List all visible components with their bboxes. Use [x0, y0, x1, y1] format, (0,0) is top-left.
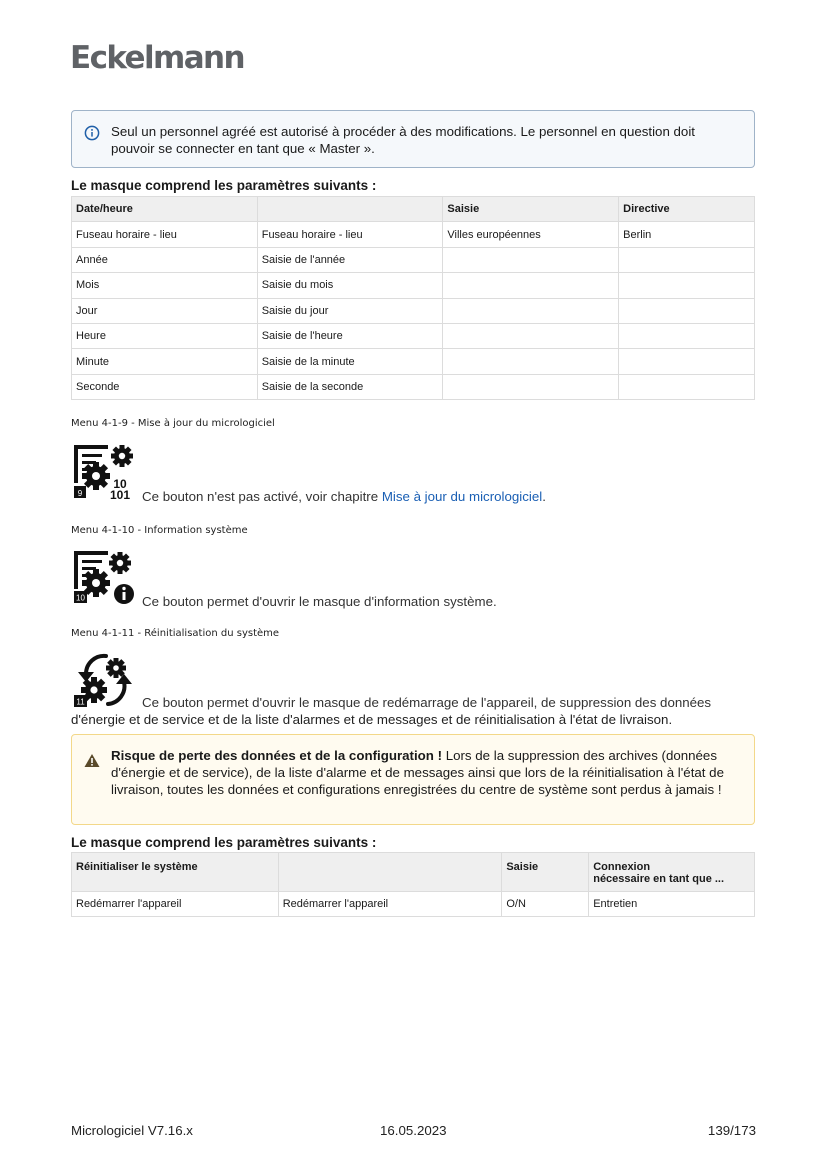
table-cell: Heure [72, 323, 258, 348]
section-title: Le masque comprend les paramètres suivants : [71, 835, 377, 850]
description-text: Ce bouton n'est pas activé, voir chapitre [142, 489, 382, 504]
warning-body: Lors de la suppression des archives (données d'énergie et de service), de la liste d'alarme et de messages ainsi que lors de la réinitialisation à l'état de livraison, toutes les données et configurations enregistrées du centre de système sont perdus à jamais ! [111, 748, 724, 797]
warning-title: Risque de perte des données et de la configuration ! [111, 748, 443, 763]
header-line: nécessaire en tant que ... [593, 873, 725, 885]
menu-badge: 10 [76, 593, 85, 603]
table-cell: Année [72, 247, 258, 272]
table-row [72, 374, 755, 399]
table-header-cell [278, 853, 502, 892]
notice-text: Seul un personnel agréé est autorisé à procéder à des modifications. Le personnel en question doit pouvoir se connecter en tant que « Master ». [111, 124, 695, 156]
table-header-cell: Saisie [502, 853, 589, 892]
table-cell: Berlin [619, 222, 755, 247]
icon-label-top: 10 [113, 477, 127, 491]
table-row [72, 298, 755, 323]
table-header-cell [257, 197, 443, 222]
table-header-cell: Saisie [443, 197, 619, 222]
table-row [72, 323, 755, 348]
table-cell: Mois [72, 273, 258, 298]
table-cell [619, 323, 755, 348]
info-notice [71, 110, 755, 168]
table-cell: Entretien [589, 892, 755, 917]
table-cell [443, 247, 619, 272]
footer-version: Micrologiciel V7.16.x [71, 1123, 193, 1138]
menu-badge: 9 [77, 489, 83, 498]
footer-page-number: 139/173 [707, 1123, 756, 1138]
menu-description: Ce bouton permet d'ouvrir le masque d'information système. [142, 594, 497, 609]
menu-caption: Menu 4-1-11 - Réinitialisation du système [71, 628, 280, 639]
table-cell [443, 273, 619, 298]
menu-description-line2: d'énergie et de service et de la liste d'alarmes et de messages et de réinitialisation à l'état de livraison. [71, 712, 673, 727]
table-cell [443, 323, 619, 348]
table-row [72, 273, 755, 298]
table-header-cell [589, 853, 755, 892]
table-cell: Saisie de la minute [257, 349, 443, 374]
table-cell: Seconde [72, 374, 258, 399]
table-cell: Saisie du mois [257, 273, 443, 298]
section-title: Le masque comprend les paramètres suivants : [71, 178, 377, 193]
table-cell [443, 374, 619, 399]
table-cell: Fuseau horaire - lieu [257, 222, 443, 247]
icon-label-bottom: 101 [109, 488, 131, 499]
table-header-cell: Date/heure [72, 197, 258, 222]
table-header-row [72, 853, 755, 892]
menu-badge: 11 [76, 697, 85, 707]
menu-description [142, 489, 546, 504]
table-cell: Saisie de la seconde [257, 374, 443, 399]
table-cell: Fuseau horaire - lieu [72, 222, 258, 247]
table-cell: O/N [502, 892, 589, 917]
table-cell: Minute [72, 349, 258, 374]
company-logo: Eckelmann [70, 40, 244, 76]
firmware-update-link[interactable]: Mise à jour du micrologiciel [381, 489, 543, 504]
table-header-cell: Réinitialiser le système [72, 853, 279, 892]
table-cell: Redémarrer l'appareil [278, 892, 502, 917]
table-cell [619, 349, 755, 374]
table-cell [619, 247, 755, 272]
table-cell: Jour [72, 298, 258, 323]
table-row [72, 247, 755, 272]
table-cell: Villes européennes [443, 222, 619, 247]
table-cell: Saisie de l'année [257, 247, 443, 272]
system-information-icon [72, 549, 138, 605]
warning-notice [71, 734, 755, 825]
table-row [72, 349, 755, 374]
table-header-row [72, 197, 755, 222]
warning-text [111, 747, 741, 798]
table-cell [619, 298, 755, 323]
system-reset-icon [72, 652, 138, 708]
table-row [72, 892, 755, 917]
footer-date: 16.05.2023 [380, 1123, 447, 1138]
datetime-parameter-table [71, 196, 755, 400]
header-line: Connexion [593, 861, 651, 873]
table-row [72, 222, 755, 247]
table-cell [619, 374, 755, 399]
description-end: . [542, 489, 546, 504]
table-cell [619, 273, 755, 298]
table-cell: Redémarrer l'appareil [72, 892, 279, 917]
warning-triangle-icon [84, 753, 100, 768]
reset-parameter-table [71, 852, 755, 917]
info-circle-icon [84, 125, 100, 141]
table-cell: Saisie de l'heure [257, 323, 443, 348]
menu-caption: Menu 4-1-10 - Information système [71, 525, 248, 536]
table-cell [443, 298, 619, 323]
table-cell [443, 349, 619, 374]
firmware-update-icon [72, 443, 138, 499]
menu-caption: Menu 4-1-9 - Mise à jour du micrologiciel [71, 418, 275, 429]
table-cell: Saisie du jour [257, 298, 443, 323]
menu-description-line1: Ce bouton permet d'ouvrir le masque de redémarrage de l'appareil, de suppression des données [142, 695, 712, 710]
table-header-cell: Directive [619, 197, 755, 222]
